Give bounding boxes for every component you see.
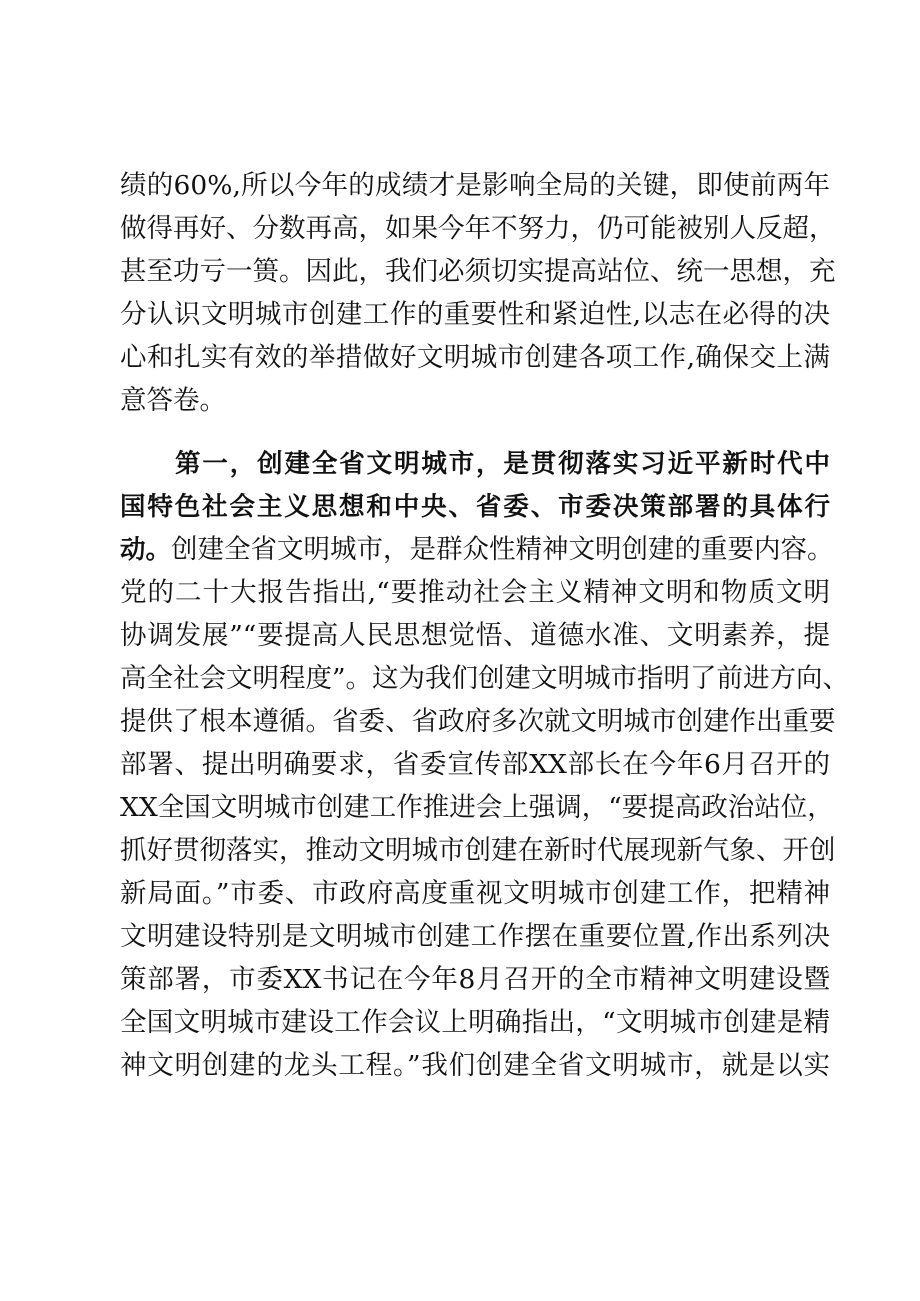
body-text-line: 做得再好、分数再高，如果今年不努力，仍可能被别人反超，: [120, 213, 836, 244]
section-heading-text: 动。: [120, 535, 172, 565]
section-heading-text: 国特色社会主义思想和中央、省委、市委决策部署的具体行: [120, 492, 830, 522]
body-text-line: 绩的60%,所以今年的成绩才是影响全局的关键，即使前两年: [120, 170, 830, 201]
body-text-line: 动。创建全省文明城市，是群众性精神文明创建的重要内容。: [120, 534, 834, 565]
body-text-line: 协调发展”“要提高人民思想觉悟、道德水准、文明素养，提: [120, 620, 830, 651]
section-heading-text: 第一，创建全省文明城市，是贯彻落实习近平新时代中: [175, 449, 830, 479]
body-text-line: 甚至功亏一篑。因此，我们必须切实提高站位、统一思想，充: [120, 256, 836, 287]
body-text-line: 党的二十大报告指出,“要推动社会主义精神文明和物质文明: [120, 577, 830, 608]
body-text-line: 抓好贯彻落实，推动文明城市创建在新时代展现新气象、开创: [120, 835, 836, 866]
body-text-line: 高全社会文明程度”。这为我们创建文明城市指明了前进方向、: [120, 663, 850, 694]
body-text-line: 分认识文明城市创建工作的重要性和紧迫性,以志在必得的决: [120, 299, 830, 330]
section-heading-line: [120, 487, 830, 527]
body-text-line: 提供了根本遵循。省委、省政府多次就文明城市创建作出重要: [120, 706, 836, 737]
body-text-line: XX全国文明城市创建工作推进会上强调，“要提高政治站位，: [120, 792, 834, 823]
body-text-line: 新局面。”市委、市政府高度重视文明城市创建工作，把精神: [120, 878, 830, 909]
body-text-line: 意答卷。: [120, 385, 226, 416]
body-text-line: 部署、提出明确要求，省委宣传部XX部长在今年6月召开的: [120, 749, 830, 780]
body-text-line: 全国文明城市建设工作会议上明确指出，“文明城市创建是精: [120, 1007, 830, 1038]
body-text-line: 心和扎实有效的举措做好文明城市创建各项工作,确保交上满: [120, 342, 830, 373]
section-heading-line: [175, 444, 830, 484]
body-text-line: 文明建设特别是文明城市创建工作摆在重要位置,作出系列决: [120, 921, 830, 952]
body-text-line: 神文明创建的龙头工程。”我们创建全省文明城市，就是以实: [120, 1050, 830, 1081]
body-text-line: 策部署，市委XX书记在今年8月召开的全市精神文明建设暨: [120, 964, 830, 995]
